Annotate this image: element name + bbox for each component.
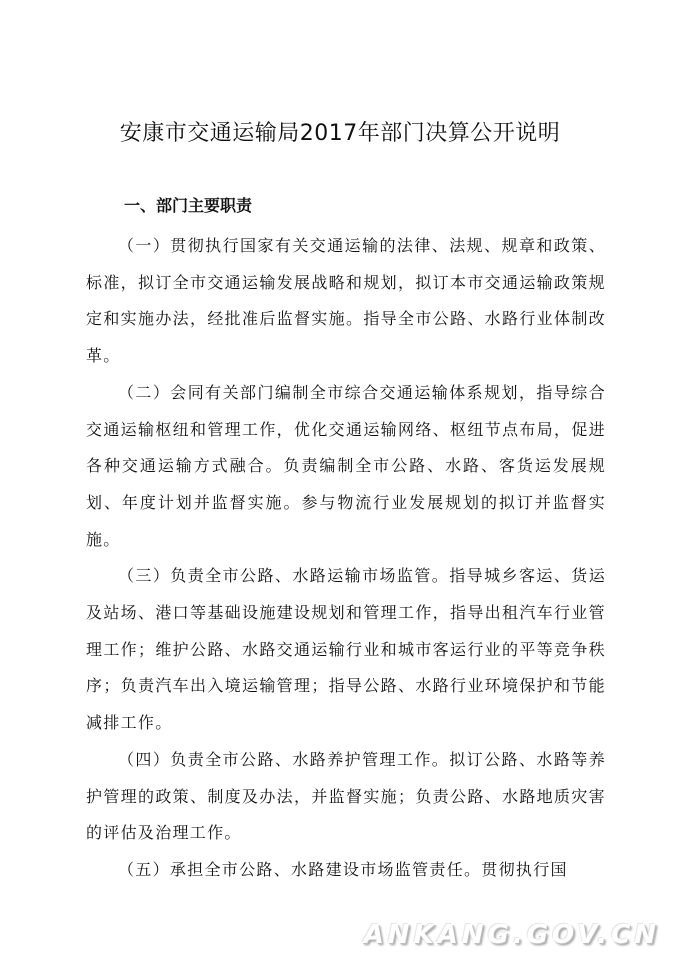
document-body [86, 228, 606, 889]
watermark: ANKANG.GOV.CN [363, 920, 660, 950]
paragraph-4: （四）负责全市公路、水路养护管理工作。拟订公路、水路等养护管理的政策、制度及办法，并监督实施；负责公路、水路地质灾害的评估及治理工作。 [86, 749, 606, 843]
paragraph-2: （二）会同有关部门编制全市综合交通运输体系规划，指导综合交通运输枢纽和管理工作，优化交通运输网络、枢纽节点布局，促进各种交通运输方式融合。负责编制全市公路、水路、客货运发展规划、年度计划并监督实施。参与物流行业发展规划的拟订并监督实施。 [86, 382, 606, 549]
paragraph-3: （三）负责全市公路、水路运输市场监管。指导城乡客运、货运及站场、港口等基础设施建设规划和管理工作，指导出租汽车行业管理工作；维护公路、水路交通运输行业和城市客运行业的平等竞争秩序；负责汽车出入境运输管理；指导公路、水路行业环境保护和节能减排工作。 [86, 566, 606, 733]
paragraph-5: （五）承担全市公路、水路建设市场监管责任。贯彻执行国 [118, 859, 568, 879]
page-title: 安康市交通运输局2017年部门决算公开说明 [119, 121, 561, 146]
section-heading: 一、部门主要职责 [124, 196, 253, 215]
paragraph-1: （一）贯彻执行国家有关交通运输的法律、法规、规章和政策、标准，拟订全市交通运输发展战略和规划，拟订本市交通运输政策规定和实施办法，经批准后监督实施。指导全市公路、水路行业体制改革。 [86, 236, 606, 366]
